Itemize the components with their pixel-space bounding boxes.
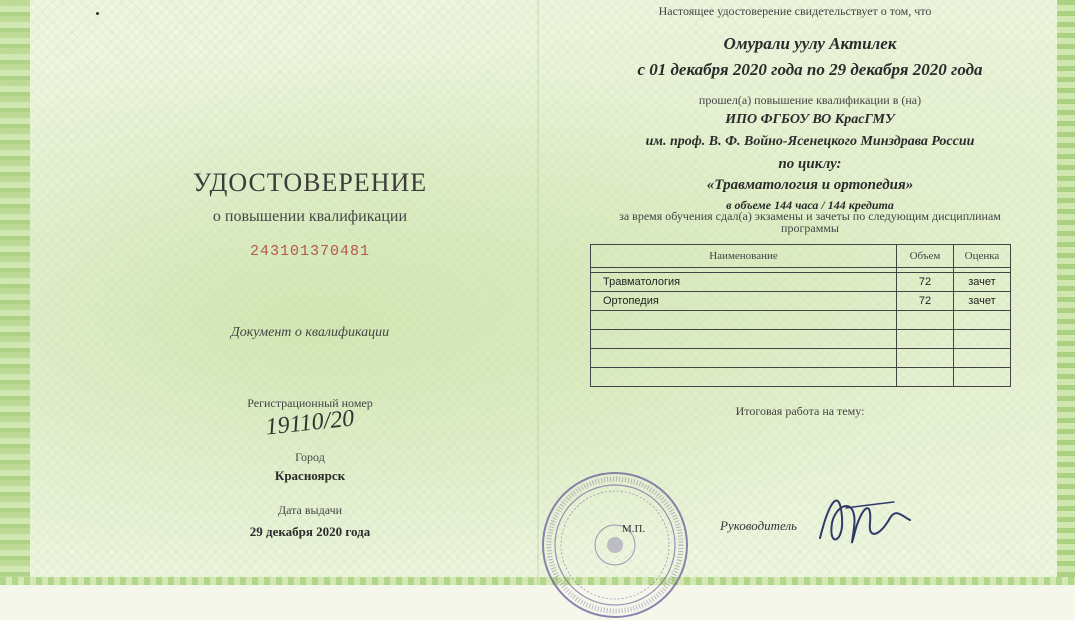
- final-work-label: Итоговая работа на тему:: [735, 404, 865, 418]
- decorative-border-right: [1057, 0, 1075, 585]
- city-value: Красноярск: [274, 468, 346, 483]
- scan-speck: [96, 12, 99, 15]
- training-period: с 01 декабря 2020 года по 29 декабря 2020 года: [637, 60, 983, 79]
- certificate-number: 243101370481: [249, 243, 371, 260]
- cycle-label: по циклу:: [778, 156, 842, 172]
- table-row-empty: [591, 330, 1011, 349]
- table-row: [591, 273, 1011, 292]
- center-fold: [537, 0, 539, 585]
- discipline-name: Травматология: [591, 273, 897, 292]
- disciplines-table: [590, 244, 1011, 387]
- person-name: Омурали уулу Актилек: [723, 34, 897, 53]
- discipline-grade: зачет: [954, 273, 1011, 292]
- registration-label: Регистрационный номер: [247, 396, 373, 410]
- discipline-grade: зачет: [954, 292, 1011, 311]
- header-volume: Объем: [897, 245, 954, 268]
- cycle-name: «Травматология и ортопедия»: [706, 177, 914, 193]
- certificate-statement: Настоящее удостоверение свидетельствует о том, что: [658, 4, 932, 18]
- discipline-volume: 72: [897, 273, 954, 292]
- table-row-empty: [591, 368, 1011, 387]
- city-label: Город: [295, 450, 325, 464]
- issue-date-label: Дата выдачи: [277, 503, 343, 517]
- institution-line-1: ИПО ФГБОУ ВО КрасГМУ: [725, 112, 895, 127]
- discipline-name: Ортопедия: [591, 292, 897, 311]
- table-row: [591, 292, 1011, 311]
- header-name: Наименование: [591, 245, 897, 268]
- institution-line-2: им. проф. В. Ф. Войно-Ясенецкого Минздрава России: [645, 134, 975, 149]
- exams-text: за время обучения сдал(а) экзамены и зачеты по следующим дисциплинам программы: [619, 209, 1001, 235]
- stamp-mark: М.П.: [622, 523, 646, 535]
- header-grade: Оценка: [954, 245, 1011, 268]
- table-row-empty: [591, 311, 1011, 330]
- certificate-subtitle: о повышении квалификации: [212, 208, 408, 225]
- director-label: Руководитель: [720, 518, 798, 533]
- issue-date-value: 29 декабря 2020 года: [249, 524, 371, 539]
- table-row-empty: [591, 349, 1011, 368]
- course-volume: в объеме 144 часа / 144 кредита: [726, 198, 894, 212]
- director-signature: [810, 478, 920, 558]
- discipline-volume: 72: [897, 292, 954, 311]
- registration-number: 19110/20: [264, 405, 356, 441]
- official-stamp-seal: [540, 470, 690, 620]
- document-type: Документ о квалификации: [230, 325, 390, 340]
- passed-text: прошел(а) повышение квалификации в (на): [698, 93, 922, 107]
- certificate-title: УДОСТОВЕРЕНИЕ: [192, 168, 428, 197]
- decorative-border-left: [0, 0, 30, 585]
- table-header-row: [591, 245, 1011, 268]
